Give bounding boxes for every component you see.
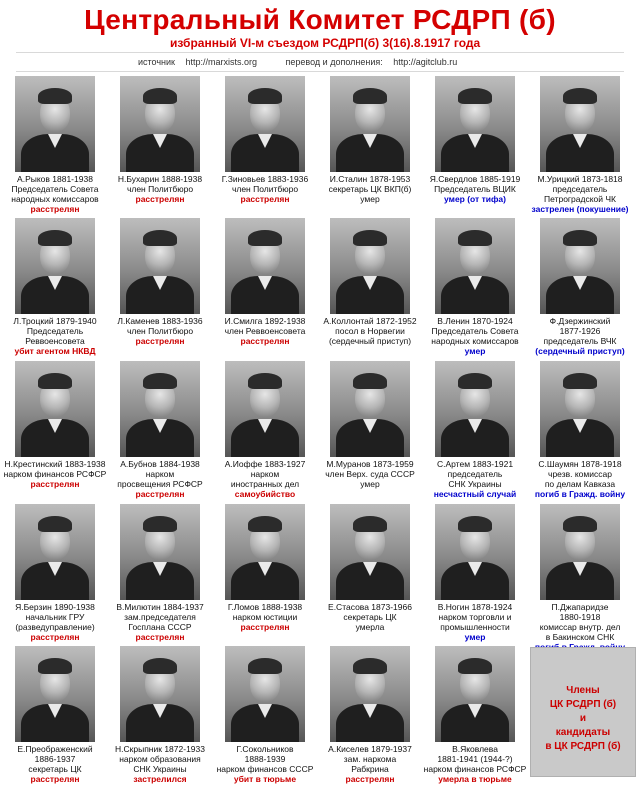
members-row	[0, 218, 640, 358]
caption-line: А.Киселев 1879-1937	[328, 744, 412, 754]
divider	[16, 52, 624, 53]
portrait-photo	[330, 218, 410, 314]
caption-line: нарком	[145, 469, 175, 479]
caption-line: 1888-1939	[244, 754, 286, 764]
member-caption	[528, 602, 632, 642]
caption-line: секретарь ЦК	[343, 612, 397, 622]
caption-line: Председатель	[26, 326, 84, 336]
legend-line: кандидаты	[555, 727, 611, 738]
caption-line: зам.председателя	[124, 612, 196, 622]
caption-line: Н.Бухарин 1888-1938	[117, 174, 203, 184]
member-fate: расстрелян	[30, 774, 80, 784]
portrait-photo	[15, 646, 95, 742]
member-card	[318, 76, 422, 216]
member-card	[528, 504, 632, 644]
member-card	[108, 504, 212, 644]
caption-line: чрезв. комиссар	[548, 469, 612, 479]
caption-line: Н.Скрыпник 1872-1933	[115, 744, 205, 754]
member-fate: умер (от тифа)	[444, 194, 506, 204]
member-card	[423, 218, 527, 358]
caption-line: П.Джапаридзе	[551, 602, 609, 612]
caption-line: Председатель Совета	[11, 184, 99, 194]
caption-line: член Политбюро	[231, 184, 299, 194]
caption-line: председатель	[447, 469, 503, 479]
caption-line: по делам Кавказа	[544, 479, 616, 489]
caption-line: председатель ВЧК	[543, 336, 617, 346]
caption-line: в Бакинском СНК	[545, 632, 615, 642]
member-fate: расстрелян	[345, 774, 395, 784]
member-fate: погиб в Гражд. войну	[534, 489, 626, 499]
member-fate: умер	[464, 632, 486, 642]
member-caption	[423, 459, 527, 489]
caption-line: (разведуправление)	[15, 622, 95, 632]
caption-line: Н.Крестинский 1883-1938	[4, 459, 106, 469]
caption-line: нарком финансов СССР	[216, 764, 314, 774]
portrait-photo	[330, 76, 410, 172]
member-card	[213, 361, 317, 501]
caption-line: 1886-1937	[34, 754, 76, 764]
divider	[16, 71, 624, 72]
portrait-photo	[330, 646, 410, 742]
caption-line: 1877-1926	[559, 326, 601, 336]
caption-line: А.Рыков 1881-1938	[17, 174, 93, 184]
member-card	[108, 218, 212, 358]
member-card	[528, 361, 632, 501]
member-caption	[213, 744, 317, 774]
caption-line: Петроградской ЧК	[544, 194, 616, 204]
caption-line: иностранных дел	[230, 479, 300, 489]
source-line	[138, 57, 457, 68]
member-fate: умерла в тюрьме	[438, 774, 512, 784]
page-header	[0, 0, 640, 72]
portrait-photo	[120, 504, 200, 600]
members-row	[0, 76, 640, 216]
member-card	[108, 361, 212, 501]
portrait-photo	[435, 646, 515, 742]
member-caption	[108, 459, 212, 489]
member-card	[3, 76, 107, 216]
caption-line: народных комиссаров	[431, 336, 519, 346]
caption-line: В.Милютин 1884-1937	[116, 602, 204, 612]
member-card	[423, 361, 527, 501]
caption-line: нарком торговли и	[438, 612, 512, 622]
caption-line: комиссар внутр. дел	[539, 622, 621, 632]
member-caption	[213, 316, 317, 336]
member-card	[213, 76, 317, 216]
members-row	[0, 361, 640, 501]
portrait-photo	[435, 361, 515, 457]
caption-line: И.Сталин 1878-1953	[329, 174, 411, 184]
caption-line: Л.Троцкий 1879-1940	[13, 316, 97, 326]
member-caption	[423, 602, 527, 632]
page-title: Центральный Комитет РСДРП (б)	[84, 4, 556, 35]
member-fate: расстрелян	[30, 479, 80, 489]
member-fate: самоубийство	[234, 489, 296, 499]
member-caption	[318, 174, 422, 204]
member-caption	[213, 459, 317, 489]
caption-line: СНК Украины	[133, 764, 187, 774]
caption-line: СНК Украины	[448, 479, 502, 489]
caption-line: Г.Сокольников	[236, 744, 294, 754]
member-caption	[213, 602, 317, 622]
caption-line: секретарь ЦК	[28, 764, 82, 774]
caption-line: Госплана СССР	[128, 622, 192, 632]
portrait-photo	[15, 504, 95, 600]
member-card	[213, 218, 317, 358]
caption-line: нарком финансов РСФСР	[423, 764, 527, 774]
legend-line: ЦК РСДРП (б)	[549, 699, 617, 710]
caption-line: Председатель ВЦИК	[434, 184, 516, 194]
caption-line: нарком	[250, 469, 280, 479]
caption-line: Я.Свердлов 1885-1919	[429, 174, 521, 184]
caption-line: член Реввоенсовета	[224, 326, 306, 336]
member-fate: расстрелян	[135, 632, 185, 642]
member-card	[528, 76, 632, 216]
portrait-photo	[120, 218, 200, 314]
caption-line: Л.Каменев 1883-1936	[117, 316, 203, 326]
caption-line: Председатель Совета	[431, 326, 519, 336]
caption-line: А.Бубнов 1884-1938	[120, 459, 200, 469]
legend-line: и	[579, 713, 587, 724]
member-card	[108, 646, 212, 786]
caption-line: член Политбюро	[126, 184, 194, 194]
caption-line: промышленности	[440, 622, 510, 632]
member-caption	[318, 602, 422, 632]
member-card	[528, 218, 632, 358]
member-fate: расстрелян	[240, 622, 290, 632]
portrait-photo	[540, 504, 620, 600]
caption-line: посол в Норвегии	[335, 326, 405, 336]
legend-box	[530, 647, 636, 777]
member-fate: расстрелян	[30, 632, 80, 642]
member-fate: расстрелян	[135, 336, 185, 346]
caption-line: С.Артем 1883-1921	[436, 459, 514, 469]
member-fate: несчастный случай	[433, 489, 517, 499]
member-card	[213, 646, 317, 786]
member-card	[423, 76, 527, 216]
source-link[interactable]: http://marxists.org	[185, 57, 258, 67]
portrait-photo	[435, 218, 515, 314]
member-card	[3, 646, 107, 786]
portrait-photo	[225, 361, 305, 457]
member-caption	[423, 174, 527, 194]
source-label: источник	[138, 57, 175, 67]
member-caption	[108, 602, 212, 632]
portrait-photo	[330, 361, 410, 457]
portrait-photo	[120, 646, 200, 742]
portrait-photo	[225, 504, 305, 600]
member-caption	[108, 316, 212, 336]
portrait-photo	[225, 76, 305, 172]
caption-line: нарком образования	[119, 754, 201, 764]
member-caption	[3, 316, 107, 346]
caption-line: умерла	[355, 622, 385, 632]
caption-line: Г.Ломов 1888-1938	[227, 602, 303, 612]
member-card	[318, 361, 422, 501]
member-caption	[318, 316, 422, 346]
caption-line: М.Муранов 1873-1959	[326, 459, 414, 469]
member-caption	[213, 174, 317, 194]
translation-label: перевод и дополнения:	[285, 57, 383, 67]
caption-line: Е.Преображенский	[17, 744, 93, 754]
member-fate: расстрелян	[240, 194, 290, 204]
caption-line: нарком финансов РСФСР	[3, 469, 107, 479]
caption-line: народных комиссаров	[11, 194, 99, 204]
caption-line: нарком юстиции	[232, 612, 298, 622]
member-card	[423, 504, 527, 644]
member-card	[318, 646, 422, 786]
portrait-photo	[540, 218, 620, 314]
member-fate: убит в тюрьме	[233, 774, 297, 784]
caption-line: И.Смилга 1892-1938	[224, 316, 306, 326]
portrait-photo	[120, 361, 200, 457]
member-card	[108, 76, 212, 216]
member-caption	[3, 602, 107, 632]
member-caption	[528, 316, 632, 346]
member-card	[318, 504, 422, 644]
portrait-photo	[435, 504, 515, 600]
caption-line: М.Урицкий 1873-1818	[537, 174, 623, 184]
member-fate: застрелен (покушение)	[531, 204, 629, 214]
legend-line: Члены	[566, 685, 600, 696]
caption-line: 1881-1941 (1944-?)	[437, 754, 513, 764]
portrait-photo	[330, 504, 410, 600]
caption-line: Е.Стасова 1873-1966	[328, 602, 412, 612]
portrait-photo	[540, 361, 620, 457]
member-caption	[3, 744, 107, 774]
caption-line: А.Иоффе 1883-1927	[224, 459, 306, 469]
members-row	[0, 504, 640, 644]
page-subtitle: избранный VI-м съездом РСДРП(б) 3(16).8.1917 года	[170, 36, 481, 50]
legend-line: в ЦК РСДРП (б)	[545, 741, 621, 752]
caption-line: секретарь ЦК ВКП(б)	[328, 184, 412, 194]
portrait-photo	[225, 646, 305, 742]
member-fate: застрелился	[133, 774, 187, 784]
member-card	[3, 361, 107, 501]
caption-line: Рабкрина	[351, 764, 389, 774]
member-caption	[3, 459, 107, 479]
caption-line: умер	[360, 479, 380, 489]
caption-line: председатель	[552, 184, 608, 194]
caption-line: С.Шаумян 1878-1918	[538, 459, 622, 469]
member-caption	[423, 316, 527, 346]
member-card	[423, 646, 527, 786]
member-card	[213, 504, 317, 644]
member-fate: (сердечный приступ)	[535, 346, 625, 356]
caption-line: А.Коллонтай 1872-1952	[323, 316, 417, 326]
caption-line: просвещения РСФСР	[117, 479, 203, 489]
caption-line: зам. наркома	[343, 754, 397, 764]
member-card	[318, 218, 422, 358]
member-caption	[528, 174, 632, 204]
portrait-photo	[15, 361, 95, 457]
member-caption	[423, 744, 527, 774]
caption-line: начальник ГРУ	[25, 612, 85, 622]
member-card	[3, 504, 107, 644]
member-caption	[108, 174, 212, 194]
member-caption	[528, 459, 632, 489]
portrait-photo	[435, 76, 515, 172]
translation-link[interactable]: http://agitclub.ru	[393, 57, 458, 67]
member-fate: умер	[464, 346, 486, 356]
caption-line: член Верх. суда СССР	[325, 469, 415, 479]
caption-line: 1880-1918	[559, 612, 601, 622]
caption-line: В.Ногин 1878-1924	[437, 602, 513, 612]
member-card	[3, 218, 107, 358]
member-caption	[318, 744, 422, 774]
member-fate: расстрелян	[135, 194, 185, 204]
member-fate: убит агентом НКВД	[14, 346, 96, 356]
caption-line: Я.Берзин 1890-1938	[15, 602, 95, 612]
caption-line: В.Ленин 1870-1924	[437, 316, 513, 326]
member-caption	[108, 744, 212, 774]
caption-line: Ф.Дзержинский	[549, 316, 611, 326]
caption-line: Реввоенсовета	[25, 336, 85, 346]
caption-line: Г.Зиновьев 1883-1936	[221, 174, 309, 184]
caption-line: В.Яковлева	[452, 744, 498, 754]
caption-line: (сердечный приступ)	[328, 336, 412, 346]
portrait-photo	[15, 218, 95, 314]
member-fate: расстрелян	[135, 489, 185, 499]
portrait-photo	[15, 76, 95, 172]
member-caption	[318, 459, 422, 489]
caption-line: умер	[360, 194, 380, 204]
member-fate: расстрелян	[30, 204, 80, 214]
portrait-photo	[120, 76, 200, 172]
portrait-photo	[540, 76, 620, 172]
portrait-photo	[225, 218, 305, 314]
caption-line: член Политбюро	[126, 326, 194, 336]
member-fate: расстрелян	[240, 336, 290, 346]
member-caption	[3, 174, 107, 204]
